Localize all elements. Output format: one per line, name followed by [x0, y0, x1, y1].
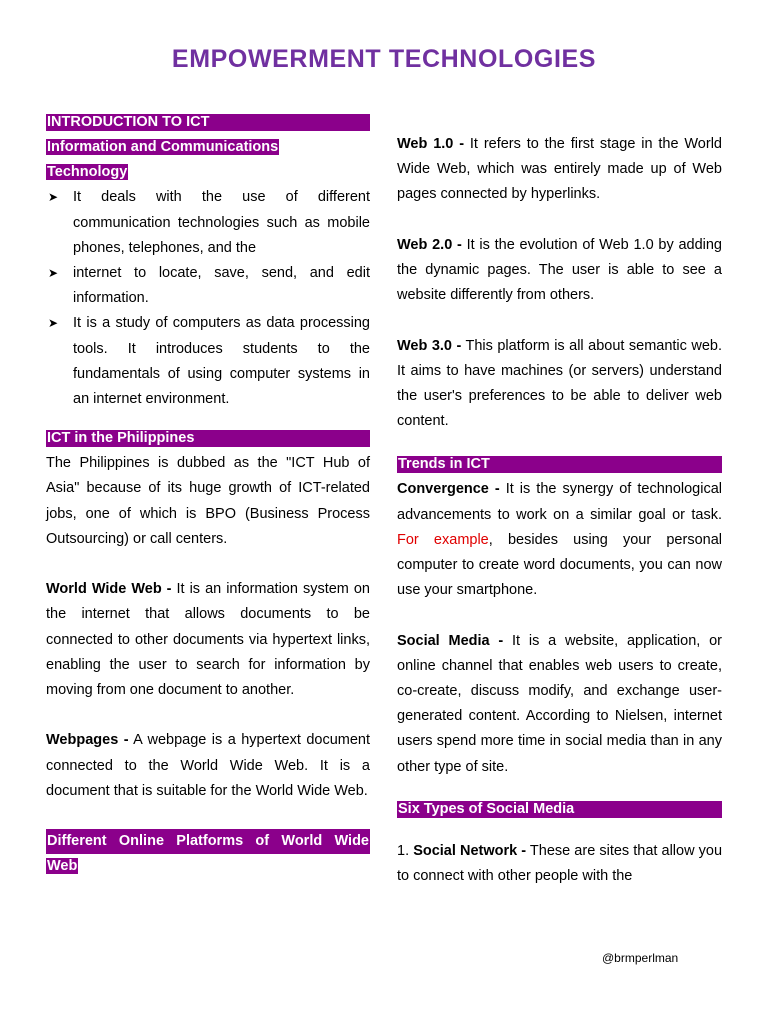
web1-term: Web 1.0 - — [397, 136, 465, 152]
www-term: World Wide Web - — [46, 581, 172, 598]
arrow-bullet-icon: ➤ — [48, 316, 59, 331]
web3-paragraph: Web 3.0 - This platform is all about semantic web. It aims to have machines (or servers) understand the user's preferences to be able to deliver web content. — [397, 337, 723, 430]
right-column — [397, 132, 722, 889]
arrow-bullet-icon: ➤ — [48, 190, 59, 205]
heading-platforms-line2: Web — [47, 858, 78, 875]
list-item: ➤ It deals with the use of different communication technologies such as mobile phones, telephones, and the — [46, 185, 370, 261]
heading-ict-philippines: ICT in the Philippines — [46, 430, 370, 447]
convergence-paragraph: Convergence - It is the synergy of technological advancements to work on a similar goal or task. For example, besides using your personal computer to create word documents, you can now use your smartphone. — [397, 481, 722, 599]
heading-six-types: Six Types of Social Media — [397, 801, 722, 818]
heading-ict-line2: Technology — [47, 164, 128, 181]
heading-introduction: INTRODUCTION TO ICT — [46, 114, 370, 131]
web1-paragraph: Web 1.0 - It refers to the first stage in the World Wide Web, which was entirely made up of Web pages connected by hyperlinks. — [397, 136, 722, 203]
www-paragraph: World Wide Web - It is an information system on the internet that allows documents to be connected to other documents via hypertext links, enabling the user to search for information by moving from one document to another. — [46, 581, 370, 699]
social-network-paragraph: 1. Social Network - These are sites that allow you to connect with other people with the — [397, 842, 723, 885]
web2-term: Web 2.0 - — [397, 236, 462, 253]
heading-ict-line1: Information and Communications — [47, 139, 279, 155]
social-network-term: Social Network - — [413, 842, 527, 859]
arrow-bullet-icon: ➤ — [48, 266, 59, 281]
ict-bullet-list — [46, 185, 370, 412]
document-title: EMPOWERMENT TECHNOLOGIES — [171, 45, 597, 73]
heading-trends: Trends in ICT — [397, 456, 722, 473]
for-example-highlight: For example — [397, 531, 489, 548]
list-item: ➤ internet to locate, save, send, and edit information. — [46, 261, 370, 311]
social-media-term: Social Media - — [397, 632, 504, 649]
social-media-paragraph: Social Media - It is a website, application, or online channel that enables web users to create, co-create, discuss modify, and exchange user-generated content. According to Nielsen, internet users spend more time in social media than in any other type of site. — [397, 632, 722, 775]
left-column — [46, 110, 370, 880]
philippines-paragraph: The Philippines is dubbed as the "ICT Hub of Asia" because of its huge growth of ICT-related jobs, one of which is BPO (Business Process Outsourcing) or call centers. — [46, 455, 370, 547]
webpages-term: Webpages - — [46, 732, 129, 749]
heading-ict — [46, 135, 370, 185]
heading-online-platforms — [46, 829, 370, 879]
convergence-term: Convergence - — [397, 481, 500, 498]
heading-platforms-line1: Different Online Platforms of World Wide — [46, 829, 370, 854]
list-item: ➤ It is a study of computers as data processing tools. It introduces students to the fundamentals of using computer systems in an internet environment. — [46, 311, 370, 412]
web2-paragraph: Web 2.0 - It is the evolution of Web 1.0 by adding the dynamic pages. The user is able to see a website differently from others. — [397, 236, 722, 304]
footer-handle: @brmperlman — [602, 951, 679, 965]
web3-term: Web 3.0 - — [397, 337, 462, 354]
webpages-paragraph: Webpages - A webpage is a hypertext document connected to the World Wide Web. It is a document that is suitable for the World Wide Web. — [46, 732, 370, 799]
